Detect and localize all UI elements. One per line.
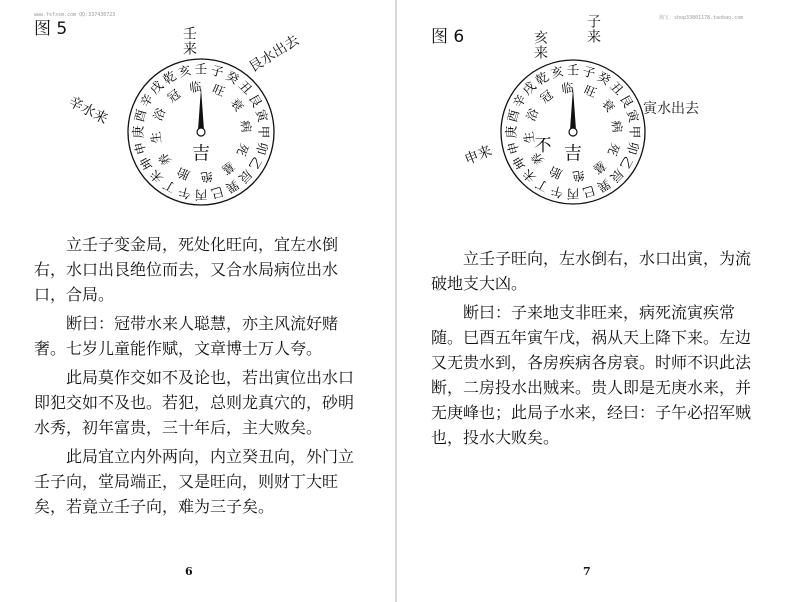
compass-outer-char: 酉 [131,107,150,124]
compass-needle [198,88,204,130]
compass-inner-char: 胎 [175,164,192,183]
compass-inner-char: 绝 [199,168,214,185]
compass-outer-char: 午 [548,183,565,201]
compass-outer-char: 丑 [235,77,256,98]
compass-outer-char: 寅 [252,107,271,124]
compass-pivot [569,128,577,136]
paragraph: 立壬子旺向，左水倒右，水口出寅，为流破地支大凶。 [431,249,752,293]
compass-inner-char: 墓 [590,157,609,177]
compass-outer-char: 辛 [136,91,157,110]
compass-inner-char: 胎 [547,163,565,182]
body-text [34,232,356,523]
compass-outer-char: 癸 [594,68,614,88]
compass-outer-char: 壬 [194,61,208,77]
compass-outer-char: 艮 [617,91,637,111]
compass-outer-char: 乙 [245,154,266,173]
top-direction-label: 子来 [585,14,601,44]
compass-center-char: 吉 [192,143,210,165]
right-direction-label: 艮水出去 [246,32,303,76]
header-note: www.fsfxsm.com QQ:337436723 [34,12,116,18]
compass-inner-char: 旺 [210,81,227,100]
compass-outer-char: 丑 [607,78,627,98]
compass-inner-char: 衰 [227,95,247,114]
right-page [397,0,793,602]
left-direction-label: 辛水来 [65,93,111,128]
compass-outer-char: 卯 [624,140,642,157]
header-note: 淘宝：shop33801178.taobao.com [659,15,744,21]
compass-outer-char: 乾 [532,68,552,88]
compass-outer-char: 酉 [504,107,522,124]
compass-inner-char: 病 [608,119,625,134]
paragraph: 此局宜立内外两向，内立癸丑向，外门立壬子向，堂局端正，又是旺向，则财丁大旺矣，若竟立壬子向，难为三子矣。 [34,447,355,516]
compass-outer-char: 辰 [235,166,256,187]
compass-outer-char: 丙 [194,187,208,203]
compass-diagram [499,58,647,206]
right-direction-label: 寅水出去 [643,101,699,117]
compass-outer-char: 未 [519,166,539,186]
compass-outer-char: 子 [209,62,226,81]
compass-outer-char: 坤 [136,154,157,173]
compass-outer-char: 壬 [566,62,580,78]
compass-inner-char: 死 [604,140,623,158]
compass-inner-char: 绝 [571,167,586,184]
figure-label: 图 5 [34,19,68,39]
left-page [0,0,396,602]
compass-outer-char: 亥 [548,63,565,81]
page-number: 6 [185,565,193,578]
left-direction-label: 申来 [462,143,495,169]
compass-outer-char: 戌 [146,77,167,98]
compass-outer-char: 巽 [223,176,242,197]
compass-outer-char: 丁 [532,176,552,196]
compass-outer-char: 丁 [160,176,179,197]
compass-inner-char: 临 [560,80,575,97]
compass-outer-char: 庚 [130,125,146,139]
compass-inner-char: 旺 [581,82,599,101]
compass-inner-char: 临 [188,79,203,96]
compass-outer-char: 甲 [256,125,272,139]
compass-inner-char: 墓 [219,158,238,178]
compass-inner-char: 养 [528,149,548,168]
paragraph: 断曰：子来地支非旺来，病死流寅疾常随。巳酉五年寅午戊，祸从天上降下来。左边又无贵水到，各房疾病各房衰。时师不识此法断，二房投水出贼来。贵人即是无庚水来，并无庚峰也；此局子水来，经曰：子午必招军贼也，投水大败矣。 [431,303,752,447]
compass-inner-char: 养 [155,150,175,169]
paragraph: 此局莫作交如不及论也，若出寅位出水口即犯交如不及也。若犯，总则龙真穴的，砂明水秀，初年富贵，三十年后，主大败矣。 [34,368,355,437]
compass-outer-char: 巳 [209,183,226,202]
compass-inner-char: 冠 [164,86,183,106]
compass-outer-char: 午 [176,183,193,202]
compass-outer-char: 子 [581,63,598,81]
top-direction-label: 壬来 [181,26,197,56]
compass-outer-char: 未 [146,166,167,187]
top-direction-label: 亥来 [532,30,548,60]
compass-outer-char: 亥 [176,62,193,81]
compass-inner-char: 浴 [523,106,542,124]
compass-outer-char: 寅 [624,107,642,124]
compass-outer-char: 申 [131,140,150,157]
paragraph: 立壬子变金局，死处化旺向，宜左水倒右，水口出艮绝位而去，又合水局病位出水口，合局。 [34,235,339,304]
compass-outer-char: 巳 [581,183,598,201]
paragraph: 断曰：冠带水来人聪慧，亦主风流好赌奢。七岁儿童能作赋，文章博士万人夸。 [34,314,339,358]
compass-outer-char: 坤 [509,153,529,173]
compass-outer-char: 乙 [617,153,637,173]
compass-inner-char: 浴 [150,106,169,123]
compass-outer-char: 卯 [252,140,271,157]
compass-outer-char: 庚 [503,125,519,139]
page-number: 7 [583,565,591,578]
compass-inner-char: 生 [521,130,538,145]
compass-outer-char: 辛 [509,91,529,111]
compass-diagram [126,57,276,207]
compass-outer-char: 丙 [566,186,580,202]
compass-outer-char: 艮 [245,91,266,110]
compass-inner-char: 病 [237,119,254,134]
compass-outer-char: 申 [504,140,522,157]
compass-outer-char: 癸 [223,67,242,88]
compass-outer-char: 乾 [160,67,179,88]
compass-center-char: 吉 [564,143,582,165]
body-text [431,246,757,454]
compass-note-char: 不 [534,136,552,156]
compass-outer-char: 甲 [627,125,643,139]
compass-inner-char: 死 [233,141,252,158]
compass-pivot [197,128,205,136]
compass-outer-char: 巽 [594,176,614,196]
compass-inner-char: 冠 [537,87,556,107]
compass-inner-char: 生 [148,130,165,145]
compass-outer-char: 戌 [519,78,539,98]
figure-label: 图 6 [431,27,465,47]
compass-inner-char: 衰 [598,96,618,115]
compass-outer-char: 辰 [607,166,627,186]
